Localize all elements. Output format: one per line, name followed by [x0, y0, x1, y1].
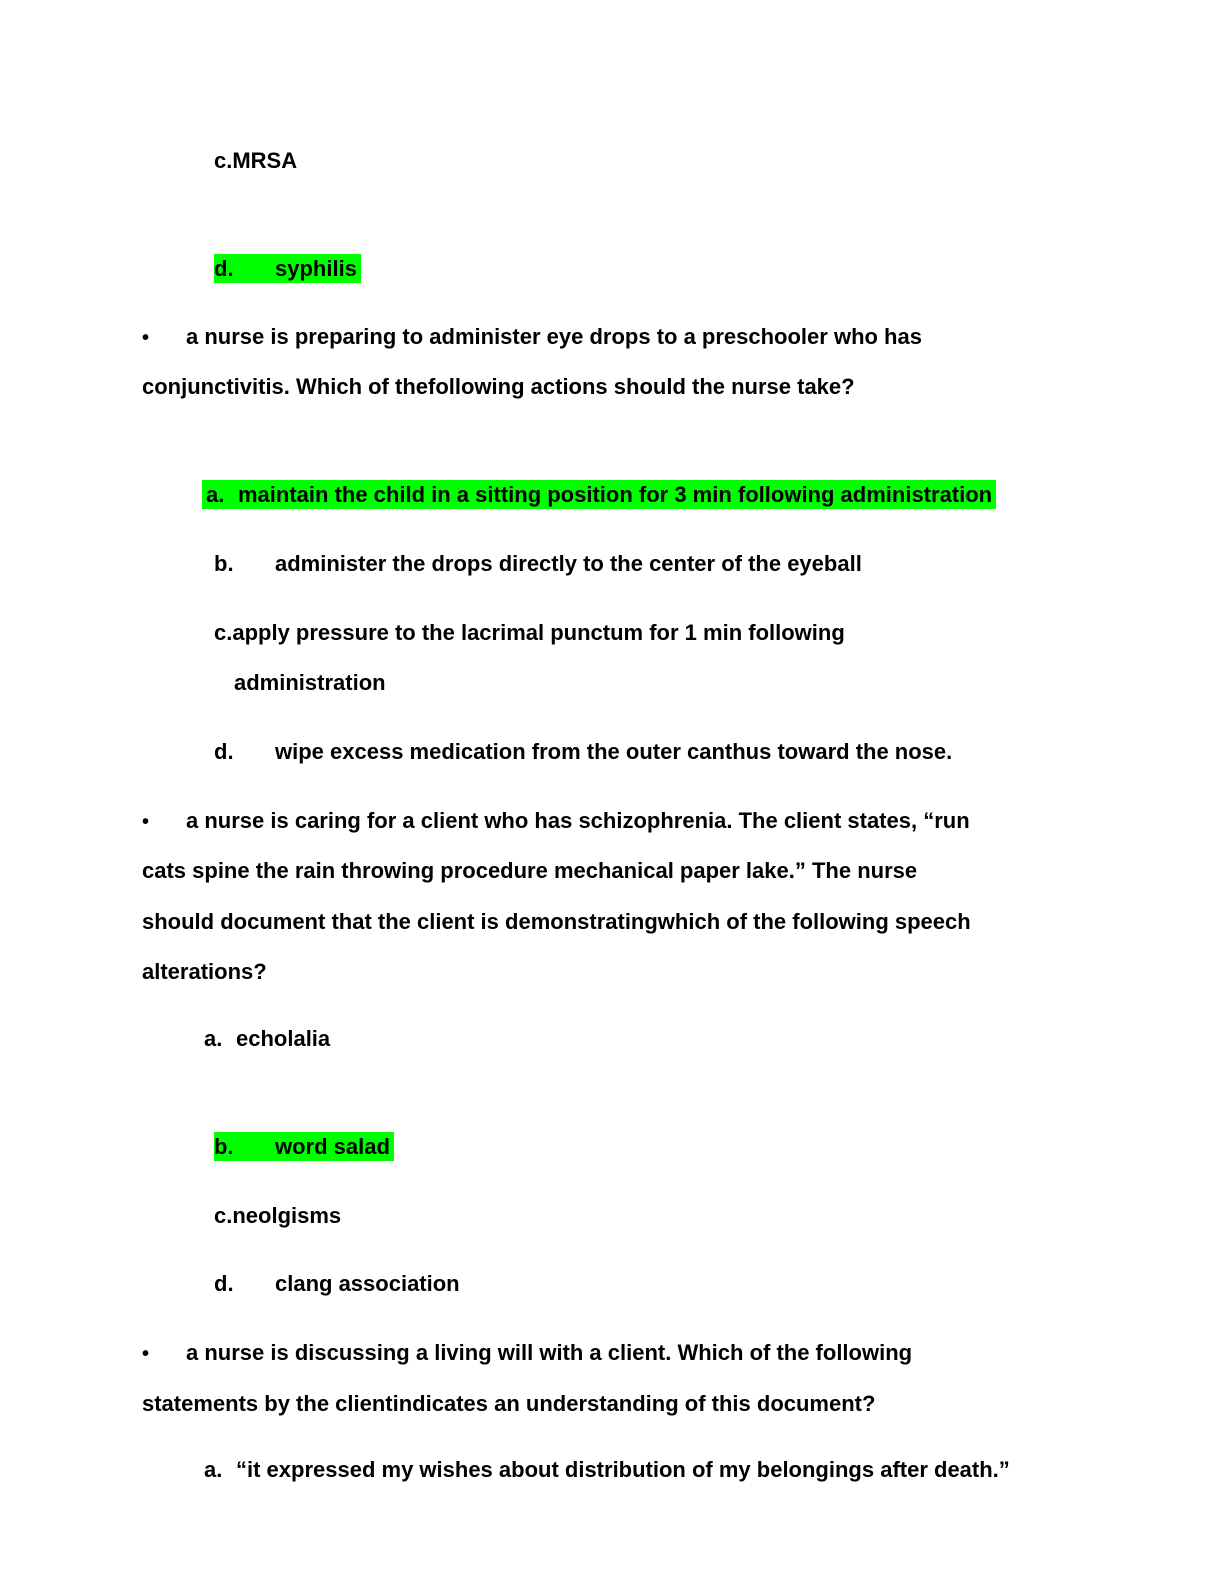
prev-option-d-text: syphilis [275, 256, 357, 281]
q2-option-b-text: word salad [275, 1134, 390, 1159]
q2-text-line4: alterations? [142, 959, 267, 984]
q3-text-line1: a nurse is discussing a living will with a client. Which of the following [186, 1340, 913, 1365]
prev-option-d-highlight [214, 254, 361, 283]
q2-option-b-highlight [214, 1132, 394, 1161]
q2-option-b-letter: b. [214, 1134, 234, 1159]
q2-option-b [214, 1132, 394, 1162]
q1-option-b [214, 549, 862, 579]
q2-text-line3: should document that the client is demonstratingwhich of the following speech [142, 909, 971, 934]
q3-option-a [204, 1455, 1010, 1485]
q2-option-d-text: clang association [275, 1271, 460, 1296]
q1-option-d [214, 737, 952, 767]
q2-option-d [214, 1269, 460, 1299]
q1-text-line1: a nurse is preparing to administer eye drops to a preschooler who has [186, 324, 922, 349]
q1-option-b-letter: b. [214, 551, 234, 576]
q1-option-d-text: wipe excess medication from the outer canthus toward the nose. [275, 739, 953, 764]
q3-option-a-text: “it expressed my wishes about distribution of my belongings after death.” [236, 1457, 1010, 1482]
bullet-dot-icon: • [142, 327, 150, 349]
q2-option-d-letter: d. [214, 1271, 234, 1296]
q3-text-line2: statements by the clientindicates an understanding of this document? [142, 1391, 876, 1416]
q1-option-d-letter: d. [214, 739, 234, 764]
q1-text-line2: conjunctivitis. Which of thefollowing actions should the nurse take? [142, 374, 855, 399]
q2-option-a-text: echolalia [236, 1026, 331, 1051]
q1-option-c-line2: administration [234, 670, 386, 695]
prev-option-d [214, 254, 361, 284]
bullet-dot-icon: • [142, 1343, 150, 1365]
q2-option-c: c.neolgisms [214, 1203, 342, 1228]
q2-text-line1: a nurse is caring for a client who has schizophrenia. The client states, “run [186, 808, 970, 833]
q2-text-line2: cats spine the rain throwing procedure mechanical paper lake.” The nurse [142, 858, 918, 883]
prev-option-d-letter: d. [214, 256, 234, 281]
q1-option-b-text: administer the drops directly to the center of the eyeball [275, 551, 862, 576]
bullet-dot-icon: • [142, 811, 150, 833]
q1-option-a-letter: a. [206, 482, 225, 507]
q3-option-a-letter: a. [204, 1457, 223, 1482]
q2-option-a [204, 1024, 330, 1054]
prev-option-c: c.MRSA [214, 148, 298, 173]
q1-option-a-highlight [202, 480, 996, 509]
q1-option-a [202, 480, 996, 510]
q1-option-c-line1: c.apply pressure to the lacrimal punctum for 1 min following [214, 620, 845, 645]
q1-option-a-text: maintain the child in a sitting position for 3 min following administration [238, 482, 993, 507]
q2-option-a-letter: a. [204, 1026, 223, 1051]
